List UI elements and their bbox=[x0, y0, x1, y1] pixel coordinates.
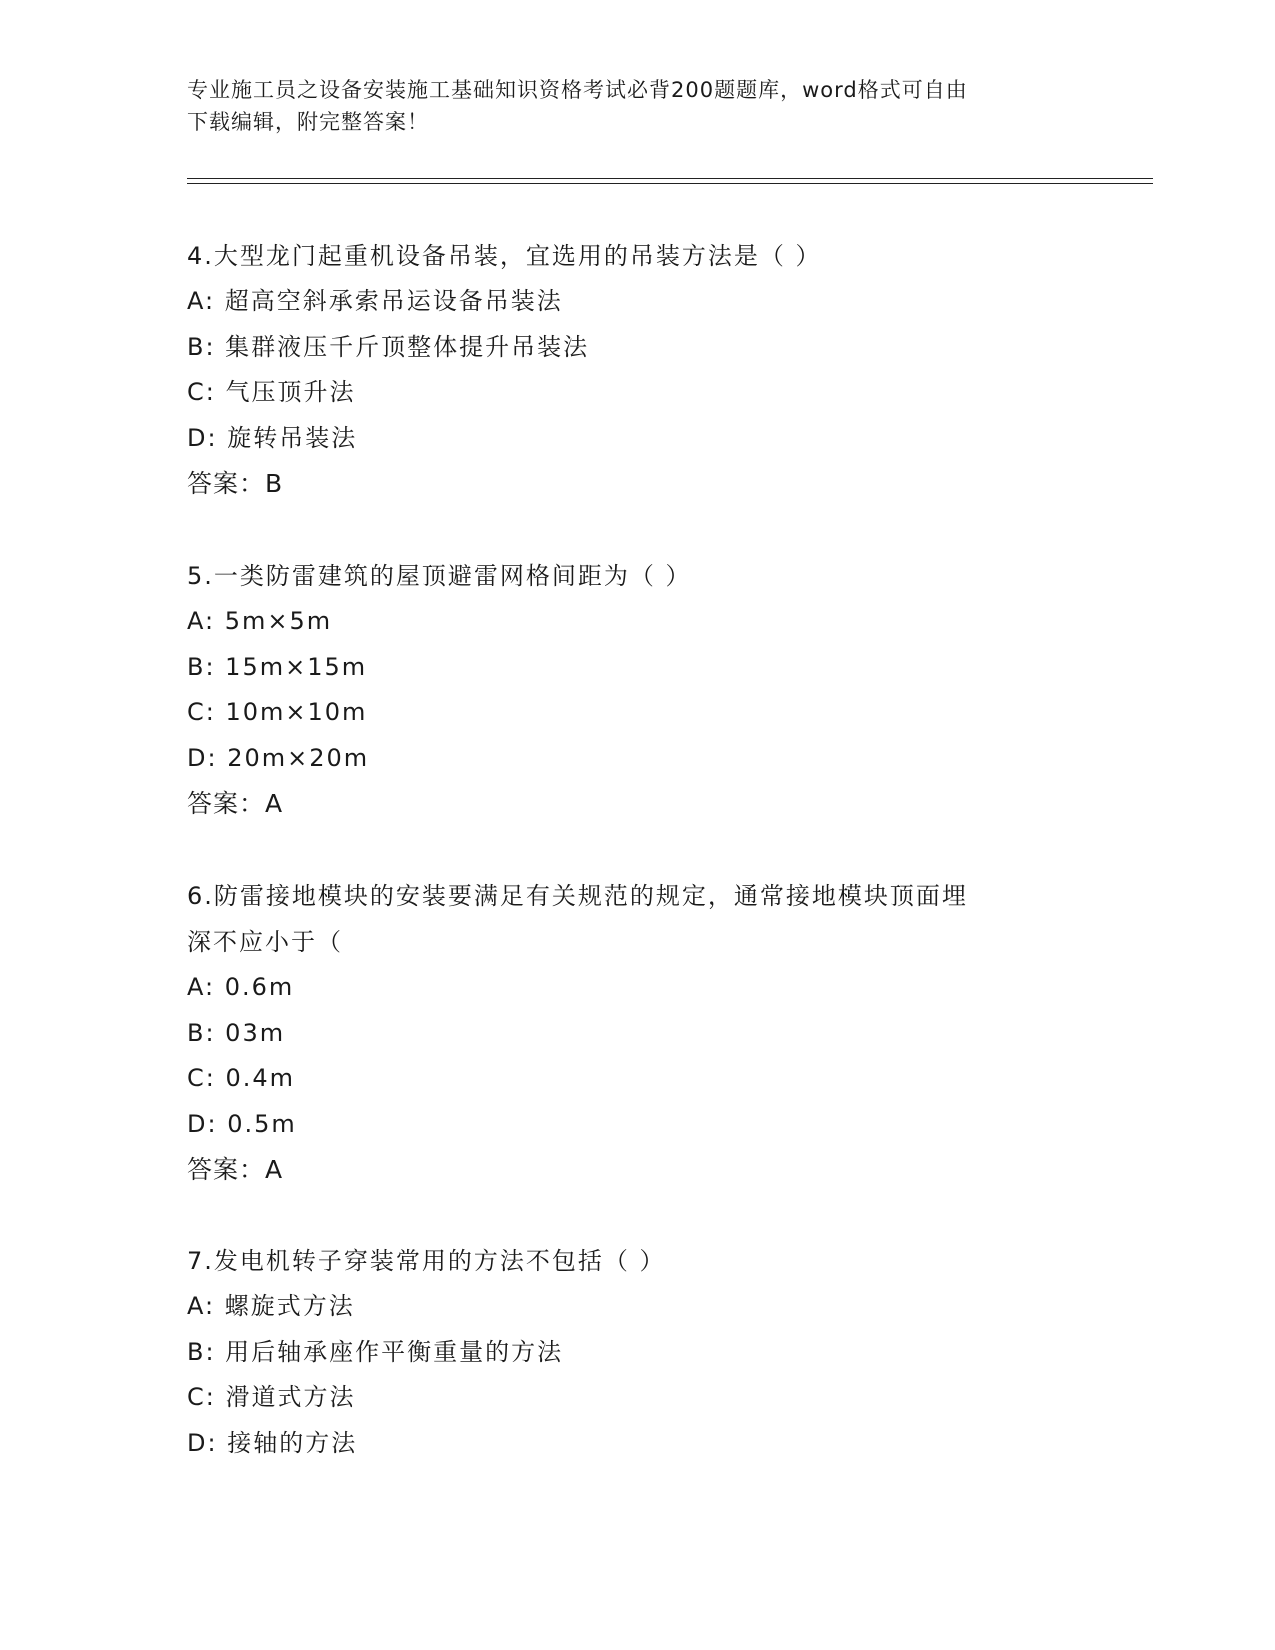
question-5 bbox=[187, 553, 1087, 826]
question-6 bbox=[187, 873, 1087, 1192]
option-c: C: 0.4m bbox=[187, 1064, 296, 1092]
answer: 答案：A bbox=[187, 1155, 284, 1184]
option-a: A: 螺旋式方法 bbox=[187, 1292, 355, 1320]
option-d: D: 旋转吊装法 bbox=[187, 423, 358, 452]
option-a: A: 5m×5m bbox=[187, 607, 333, 635]
question-text-line-1: 6.防雷接地模块的安装要满足有关规范的规定，通常接地模块顶面埋 bbox=[187, 882, 968, 910]
header-line-2: 下载编辑，附完整答案！ bbox=[187, 110, 429, 134]
answer: 答案：A bbox=[187, 789, 284, 818]
option-b: B: 集群液压千斤顶整体提升吊装法 bbox=[187, 332, 590, 361]
option-d: D: 接轴的方法 bbox=[187, 1428, 358, 1457]
question-text: 5.一类防雷建筑的屋顶避雷网格间距为（ ） bbox=[187, 562, 692, 590]
option-a: A: 0.6m bbox=[187, 973, 295, 1001]
option-d: D: 20m×20m bbox=[187, 743, 370, 772]
option-d: D: 0.5m bbox=[187, 1109, 297, 1138]
document-header bbox=[187, 74, 1087, 138]
option-b: B: 03m bbox=[187, 1018, 286, 1047]
option-b: B: 15m×15m bbox=[187, 652, 368, 681]
option-c: C: 滑道式方法 bbox=[187, 1383, 356, 1411]
question-text-line-2: 深不应小于（ bbox=[187, 928, 343, 956]
option-b: B: 用后轴承座作平衡重量的方法 bbox=[187, 1337, 564, 1366]
answer: 答案：B bbox=[187, 469, 284, 498]
question-text: 7.发电机转子穿装常用的方法不包括（ ） bbox=[187, 1247, 666, 1275]
header-line-1: 专业施工员之设备安装施工基础知识资格考试必背200题题库，word格式可自由 bbox=[187, 78, 968, 102]
header-divider-top bbox=[187, 178, 1153, 179]
question-4 bbox=[187, 233, 1087, 506]
option-c: C: 气压顶升法 bbox=[187, 378, 356, 406]
option-c: C: 10m×10m bbox=[187, 698, 368, 726]
header-divider-bottom bbox=[187, 183, 1153, 184]
question-text: 4.大型龙门起重机设备吊装，宜选用的吊装方法是（ ） bbox=[187, 242, 822, 270]
option-a: A: 超高空斜承索吊运设备吊装法 bbox=[187, 287, 563, 315]
question-7 bbox=[187, 1238, 1087, 1466]
